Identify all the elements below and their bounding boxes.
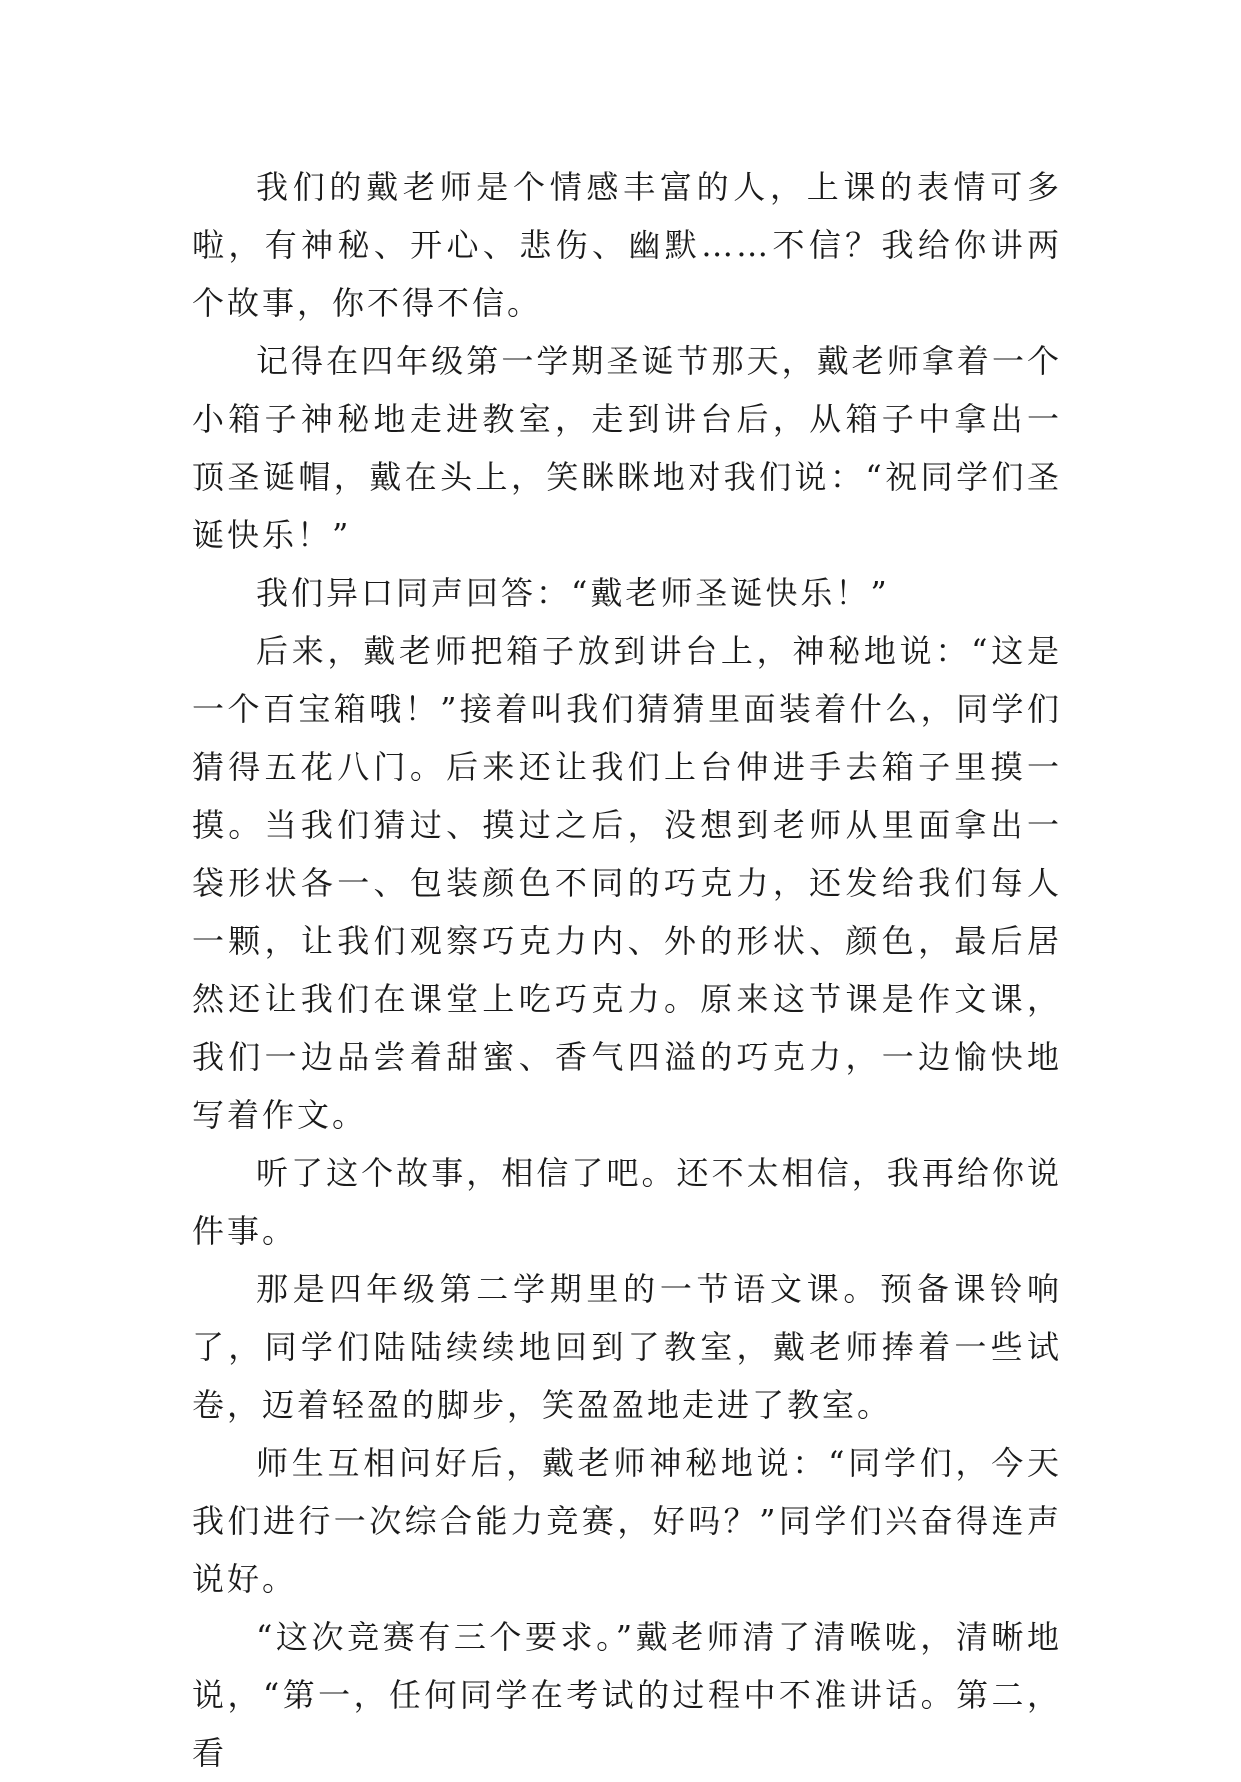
paragraph-6: 那是四年级第二学期里的一节语文课。预备课铃响了，同学们陆陆续续地回到了教室，戴老师捧着一些试卷，迈着轻盈的脚步，笑盈盈地走进了教室。	[192, 1270, 1062, 1424]
paragraph-5: 听了这个故事，相信了吧。还不太相信，我再给你说件事。	[192, 1154, 1062, 1250]
paragraph-7: 师生互相问好后，戴老师神秘地说：“同学们，今天我们进行一次综合能力竞赛，好吗？”同学们兴奋得连声说好。	[192, 1444, 1062, 1598]
document-body	[192, 158, 1062, 1782]
paragraph-8: “这次竞赛有三个要求。”戴老师清了清喉咙，清晰地说，“第一，任何同学在考试的过程中不准讲话。第二，看	[192, 1618, 1062, 1772]
paragraph-3: 我们异口同声回答：“戴老师圣诞快乐！”	[256, 574, 890, 612]
paragraph-1: 我们的戴老师是个情感丰富的人，上课的表情可多啦，有神秘、开心、悲伤、幽默……不信？我给你讲两个故事，你不得不信。	[192, 168, 1062, 322]
paragraph-4: 后来，戴老师把箱子放到讲台上，神秘地说：“这是一个百宝箱哦！”接着叫我们猜猜里面装着什么，同学们猜得五花八门。后来还让我们上台伸进手去箱子里摸一摸。当我们猜过、摸过之后，没想到老师从里面拿出一袋形状各一、包装颜色不同的巧克力，还发给我们每人一颗，让我们观察巧克力内、外的形状、颜色，最后居然还让我们在课堂上吃巧克力。原来这节课是作文课，我们一边品尝着甜蜜、香气四溢的巧克力，一边愉快地写着作文。	[192, 632, 1062, 1134]
paragraph-2: 记得在四年级第一学期圣诞节那天，戴老师拿着一个小箱子神秘地走进教室，走到讲台后，从箱子中拿出一顶圣诞帽，戴在头上，笑眯眯地对我们说：“祝同学们圣诞快乐！”	[192, 342, 1062, 554]
